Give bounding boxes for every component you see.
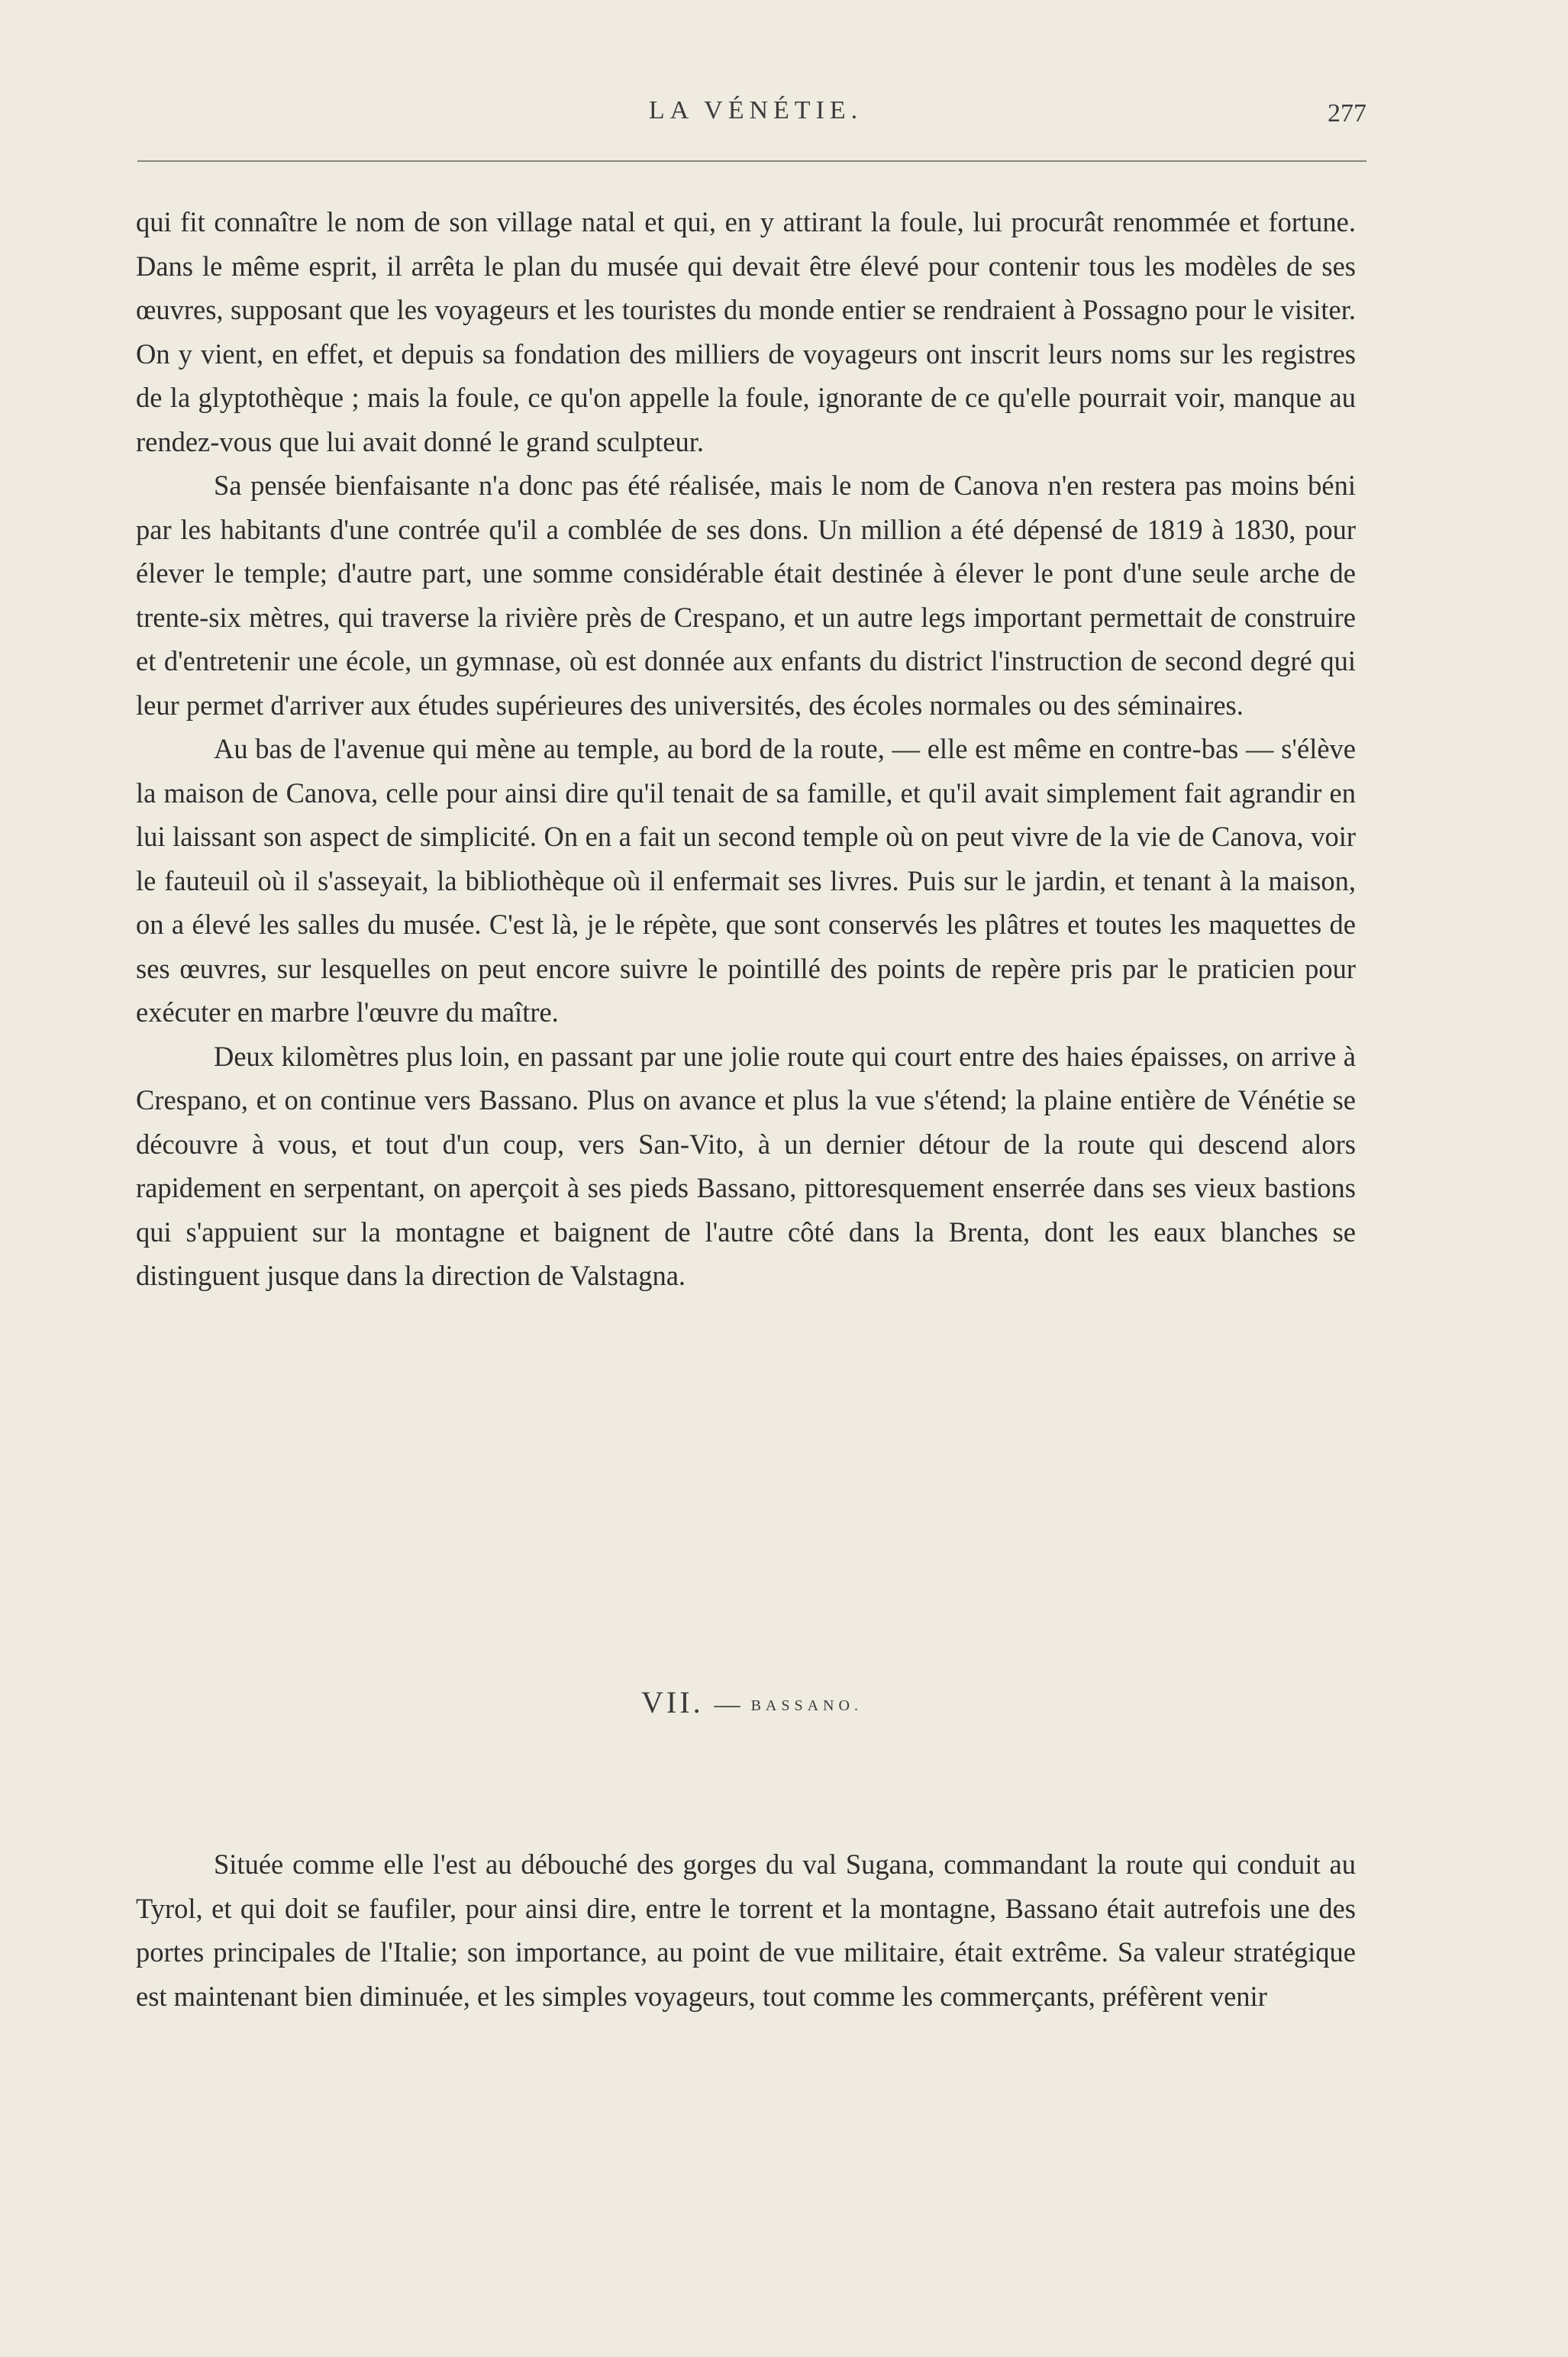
running-head [137,96,1374,142]
paragraph: Deux kilomètres plus loin, en passant par une jolie route qui court entre des haies épaisses, on arrive à Crespano, et on continue vers Bassano. Plus on avance et plus la vue s'étend; la plaine entière de Vénétie se découvre à vous, et tout d'un coup, vers San-Vito, à un dernier détour de la route qui descend alors rapidement en serpentant, on aperçoit à ses pieds Bassano, pittoresquement enserrée dans ses vieux bastions qui s'appuient sur la montagne et baignent de l'autre côté dans la Brenta, dont les eaux blanches se distinguent jusque dans la direction de Valstagna. [136,1040,1356,1291]
paragraph: Sa pensée bienfaisante n'a donc pas été réalisée, mais le nom de Canova n'en restera pas moins béni par les habitants d'une contrée qu'il a comblée de ses dons. Un million a été dépensé de 1819 à 1830, pour élever le temple; d'autre part, une somme considérable était destinée à élever le pont d'une seule arche de trente-six mètres, qui traverse la rivière près de Crespano, et un autre legs important permettait de construire et d'entretenir une école, un gymnase, où est donnée aux enfants du district l'instruction de second degré qui leur permet d'arriver aux études supérieures des universités, des écoles normales ou des séminaires. [136,470,1356,721]
section-number: VII. [641,1685,704,1719]
body-text-top [136,200,1356,1298]
paragraph: qui fit connaître le nom de son village natal et qui, en y attirant la foule, lui procurât renommée et fortune. Dans le même esprit, il arrêta le plan du musée qui devait être élevé pour contenir tous les modèles de ses œuvres, supposant que les voyageurs et les touristes du monde entier se rendraient à Possagno pour le visiter. On y vient, en effet, et depuis sa fondation des milliers de voyageurs ont inscrit leurs noms sur les registres de la glyptothèque ; mais la foule, ce qu'on appelle la foule, ignorante de ce qu'elle pourrait voir, manque au rendez-vous que lui avait donné le grand sculpteur. [136,206,1356,457]
section-name: BASSANO. [750,1697,863,1714]
body-text-bottom [136,1842,1356,2018]
header-rule [137,160,1366,162]
paragraph: Au bas de l'avenue qui mène au temple, au bord de la route, — elle est même en contre-bas — s'élève la maison de Canova, celle pour ainsi dire qu'il tenait de sa famille, et qu'il avait simplement fait agrandir en lui laissant son aspect de simplicité. On en a fait un second temple où on peut vivre de la vie de Canova, voir le fauteuil où il s'asseyait, la bibliothèque où il enfermait ses livres. Puis sur le jardin, et tenant à la maison, on a élevé les salles du musée. C'est là, je le répète, que sont conservés les plâtres et toutes les maquettes de ses œuvres, sur lesquelles on peut encore suivre le pointillé des points de repère pris par le praticien pour exécuter en marbre l'œuvre du maître. [136,733,1356,1028]
running-title: LA VÉNÉTIE. [648,96,863,124]
paragraph: Située comme elle l'est au débouché des gorges du val Sugana, commandant la route qui conduit au Tyrol, et qui doit se faufiler, pour ainsi dire, entre le torrent et la montagne, Bassano était autrefois une des portes principales de l'Italie; son importance, au point de vue militaire, était extrême. Sa valeur stratégique est maintenant bien diminuée, et les simples voyageurs, tout comme les commerçants, préfèrent venir [136,1848,1356,2012]
section-dash: — [714,1690,740,1719]
section-heading [137,1684,1366,1720]
page-number: 277 [1328,99,1366,128]
